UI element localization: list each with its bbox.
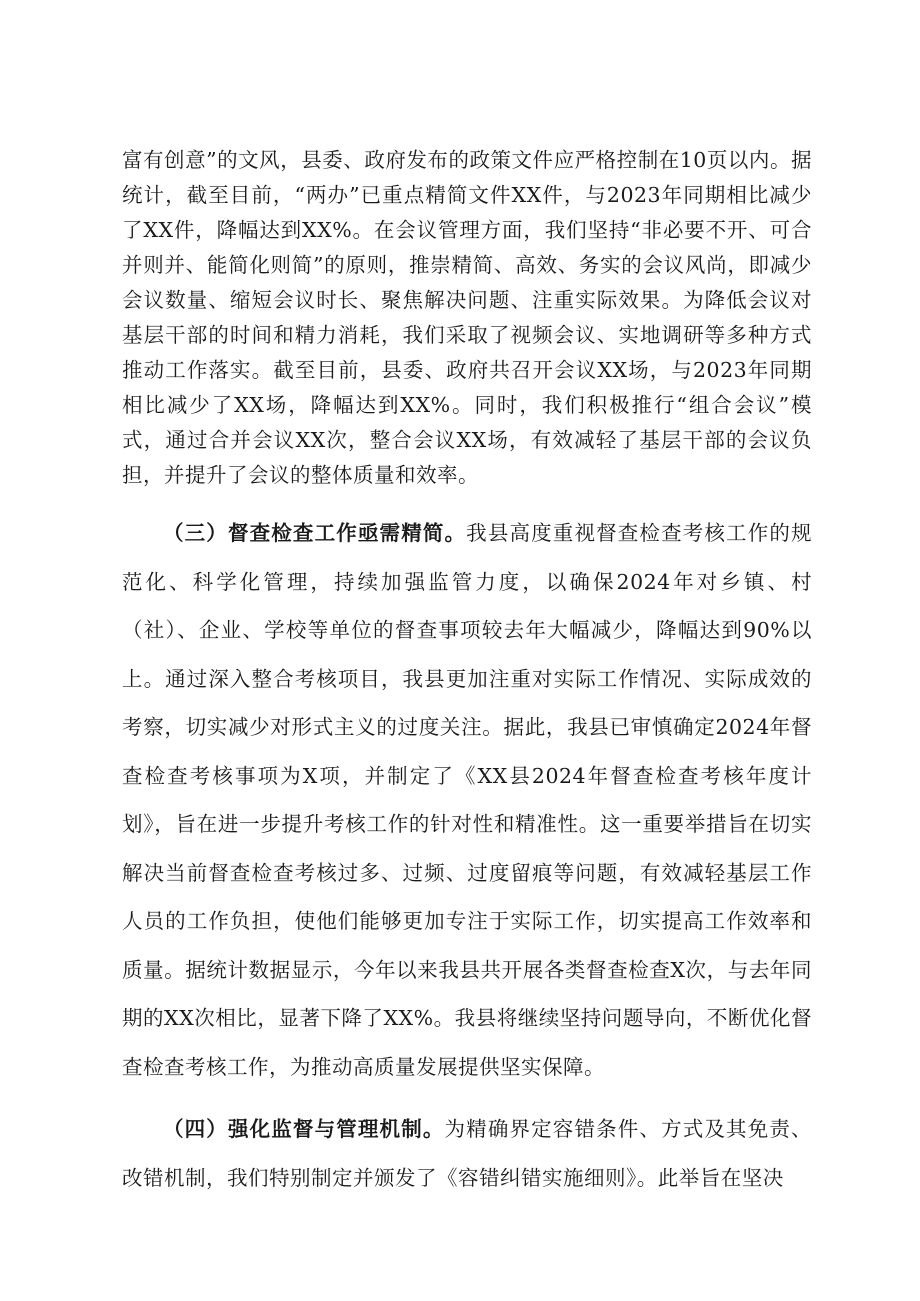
paragraph-body: 富有创意”的文风，县委、政府发布的政策文件应严格控制在10页以内。据统计，截至目前，“两办”已重点精简文件XX件，与2023年同期相比减少了XX件，降幅达到XX%。在会议管理方面，我们坚持“非必要不开、可合并则并、能简化则简”的原则，推崇精简、高效、务实的会议风尚，即减少会议数量、缩短会议时长、聚焦解决问题、注重实际效果。为降低会议对基层干部的时间和精力消耗，我们采取了视频会议、实地调研等多种方式推动工作落实。截至目前，县委、政府共召开会议XX场，与2023年同期相比减少了XX场，降幅达到XX%。同时，我们积极推行“组合会议”模式，通过合并会议XX次，整合会议XX场，有效减轻了基层干部的会议负担，并提升了会议的整体质量和效率。 [122, 148, 812, 487]
paragraph-inspection-streamlining [122, 509, 812, 1091]
document-page [122, 143, 812, 1202]
paragraph-body: 为精确界定容错条件、方式及其免责、改错机制，我们特别制定并颁发了《容错纠错实施细则》。此举旨在坚决 [122, 1117, 813, 1190]
paragraph-document-style-and-meetings [122, 143, 812, 493]
paragraph-supervision-mechanism [122, 1105, 812, 1202]
section-heading-three: （三）督查检查工作亟需精简。 [163, 521, 467, 545]
section-heading-four: （四）强化监督与管理机制。 [163, 1117, 445, 1141]
paragraph-body: 我县高度重视督查检查考核工作的规范化、科学化管理，持续加强监管力度，以确保2024年对乡镇、村（社）、企业、学校等单位的督查事项较去年大幅减少，降幅达到90%以上。通过深入整合考核项目，我县更加注重对实际工作情况、实际成效的考察，切实减少对形式主义的过度关注。据此，我县已审慎确定2024年督查检查考核事项为X项，并制定了《XX县2024年督查检查考核年度计划》，旨在进一步提升考核工作的针对性和精准性。这一重要举措旨在切实解决当前督查检查考核过多、过频、过度留痕等问题，有效减轻基层工作人员的工作负担，使他们能够更加专注于实际工作，切实提高工作效率和质量。据统计数据显示，今年以来我县共开展各类督查检查X次，与去年同期的XX次相比，显著下降了XX%。我县将继续坚持问题导向，不断优化督查检查考核工作，为推动高质量发展提供坚实保障。 [122, 521, 812, 1079]
